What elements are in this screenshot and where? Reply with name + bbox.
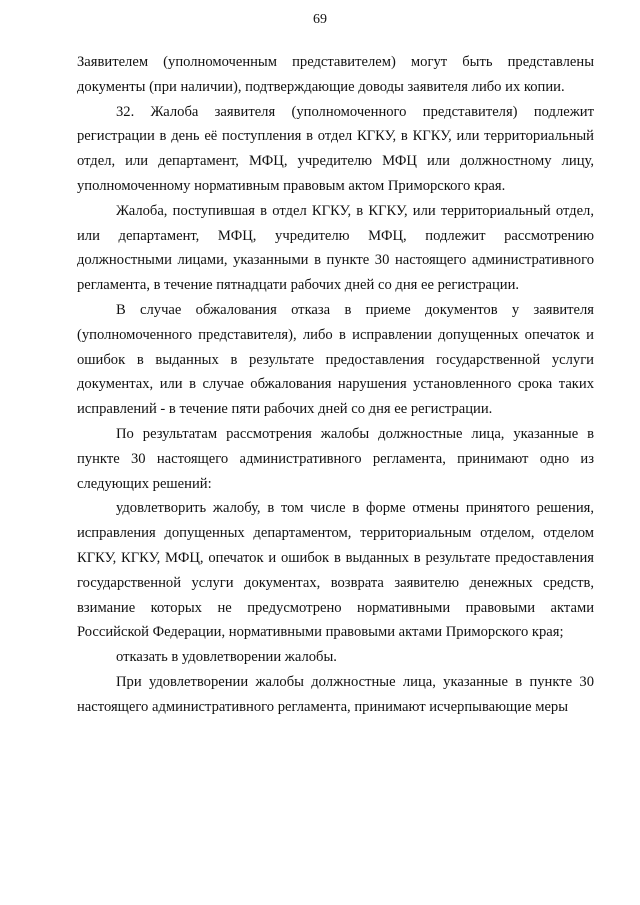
- paragraph-review-period: Жалоба, поступившая в отдел КГКУ, в КГКУ, или территориальный отдел, или департамент, МФЦ, учредителю МФЦ, подлежит рассмотрению должностными лицами, указанными в пункте 30 настоящего административного регламента, в течение пятнадцати рабочих дней со дня ее регистрации.: [77, 202, 594, 294]
- paragraph-satisfaction-measures: При удовлетворении жалобы должностные лица, указанные в пункте 30 настоящего административного регламента, принимают исчерпывающие меры: [77, 673, 594, 715]
- paragraph-complaint-registration: 32. Жалоба заявителя (уполномоченного представителя) подлежит регистрации в день её поступления в отдел КГКУ, в КГКУ, или территориальный отдел, или департамент, МФЦ, учредителю МФЦ или должностному лицу, уполномоченному нормативным правовым актом Приморского края.: [77, 103, 594, 194]
- paragraph-refusal-appeal: В случае обжалования отказа в приеме документов у заявителя (уполномоченного представителя), либо в исправлении допущенных опечаток и ошибок в выданных в результате предоставления государственной услуги документах, или в случае обжалования нарушения установленного срока таких исправлений - в течение пяти рабочих дней со дня ее регистрации.: [77, 301, 594, 418]
- page-number: 69: [313, 12, 327, 27]
- paragraph-decision-refuse: отказать в удовлетворении жалобы.: [116, 649, 337, 666]
- paragraph-continuation: Заявителем (уполномоченным представителем) могут быть представлены документы (при наличии), подтверждающие доводы заявителя либо их копии.: [77, 54, 594, 95]
- paragraph-decisions-intro: По результатам рассмотрения жалобы должностные лица, указанные в пункте 30 настоящего административного регламента, принимают одно из следующих решений:: [77, 425, 594, 492]
- paragraph-decision-satisfy: удовлетворить жалобу, в том числе в форме отмены принятого решения, исправления допущенных департаментом, территориальным отделом, отделом КГКУ, КГКУ, МФЦ, опечаток и ошибок в выданных в результате предоставления государственной услуги документах, возврата заявителю денежных средств, взимание которых не предусмотрено нормативными правовыми актами Российской Федерации, нормативными правовыми актами Приморского края;: [77, 500, 594, 641]
- body-text: [77, 50, 594, 720]
